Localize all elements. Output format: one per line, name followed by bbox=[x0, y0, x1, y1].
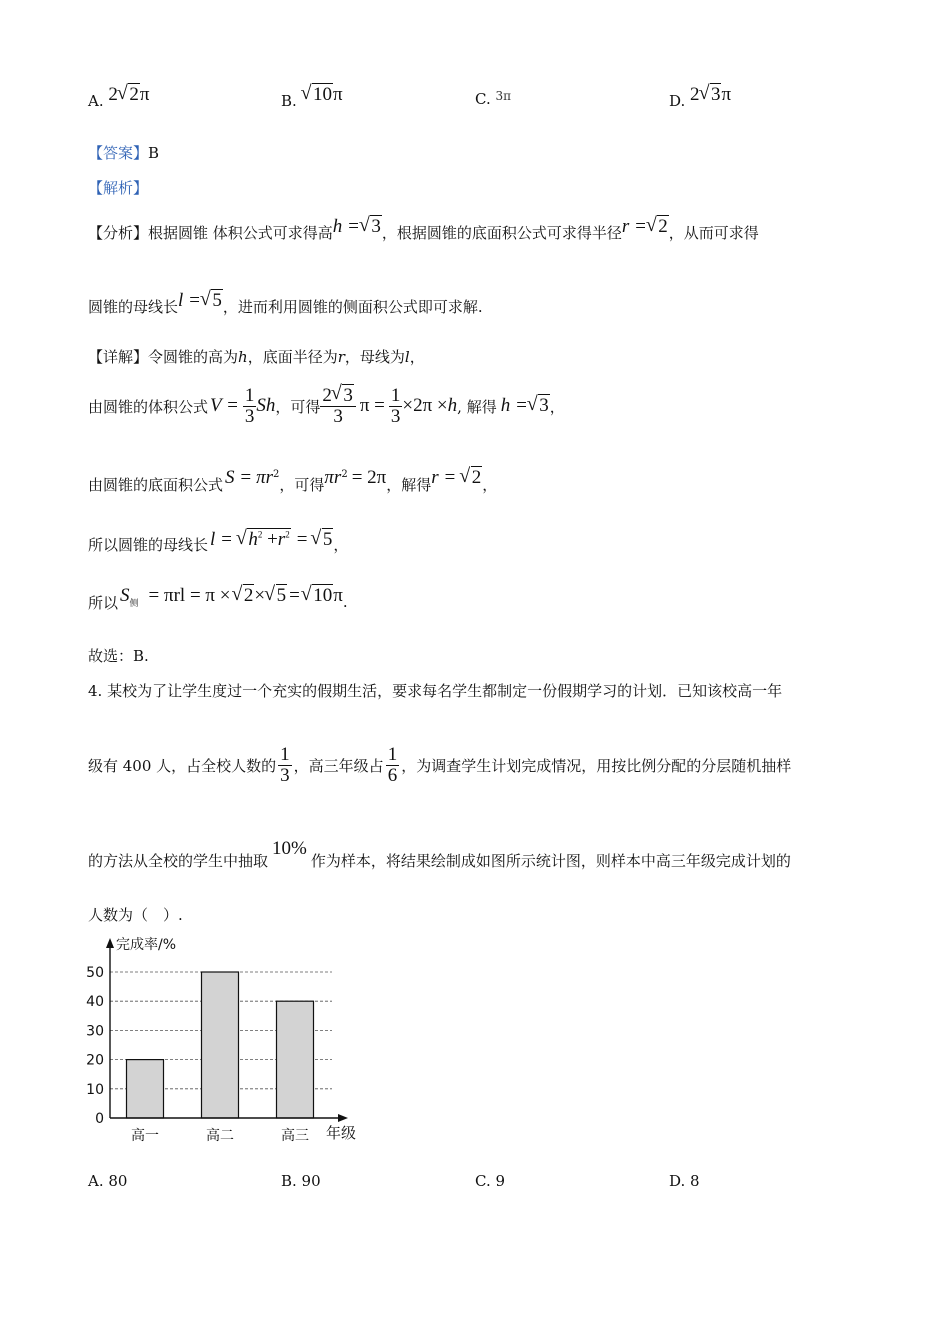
lateral-rad3 bbox=[302, 585, 333, 607]
y-tick-label-20: 20 bbox=[86, 1052, 104, 1069]
answer-tag: 【答案】 bbox=[88, 144, 149, 162]
xiangjie-text-1: 令圆锥的高为 bbox=[148, 348, 239, 366]
q4-text-3b: 作为样本，将结果绘制成如图所示统计图，则样本中高三年级完成计划的 bbox=[310, 852, 791, 870]
option-c[interactable] bbox=[475, 90, 511, 108]
volume-text-4: ， bbox=[549, 397, 565, 416]
fenxi-h-rad: 3 bbox=[371, 216, 381, 237]
option-a-label: A. bbox=[88, 92, 104, 110]
slant-r: r bbox=[277, 529, 286, 550]
q4-f2-num: 1 bbox=[387, 743, 398, 765]
fenxi-tag: 【分析】 bbox=[88, 224, 149, 242]
fenxi-l-eq: l = bbox=[178, 290, 201, 311]
y-tick-label-30: 30 bbox=[86, 1023, 104, 1040]
slant-plus: + bbox=[267, 529, 278, 550]
option-b[interactable] bbox=[281, 84, 343, 112]
x-tick-label-0: 高一 bbox=[131, 1128, 159, 1144]
bar-高三 bbox=[277, 1001, 314, 1118]
q4-option-c[interactable]: C. 9 bbox=[475, 1172, 506, 1190]
volume-frac-2sqrt3-3 bbox=[320, 386, 355, 427]
slant-l-eq: l = bbox=[210, 529, 233, 550]
q4-f1-num: 1 bbox=[280, 743, 290, 765]
slant-line bbox=[88, 526, 348, 562]
q4-line-1: 4. 某校为了让学生度过一个充实的假期生活，要求每名学生都制定一份假期学习的计划．已知该校高一年 bbox=[88, 682, 783, 700]
fenxi-text-2: ，根据圆锥的底面积公式可求得半径 bbox=[381, 224, 622, 242]
fenxi-line-2 bbox=[88, 290, 483, 318]
area-s-eq: S = bbox=[225, 467, 253, 488]
frac-den-2: 3 bbox=[333, 405, 343, 427]
option-a[interactable] bbox=[88, 84, 150, 112]
q4-option-a[interactable]: A. 80 bbox=[88, 1172, 128, 1190]
area-sq: 2 bbox=[273, 468, 280, 480]
frac-den: 3 bbox=[244, 405, 255, 427]
slant-sq2: 2 bbox=[285, 529, 290, 540]
q4-line-3 bbox=[88, 838, 791, 872]
q4-text-2a: 级有 400 人，占全校人数的 bbox=[88, 756, 277, 775]
lateral-rad1-val: 2 bbox=[243, 585, 254, 606]
volume-text-1: 由圆锥的体积公式 bbox=[88, 397, 209, 416]
q4-text-2c: ，为调查学生计划完成情况，用按比例分配的分层随机抽样 bbox=[401, 756, 792, 775]
answer-value: B bbox=[148, 144, 160, 162]
xiangjie-text-3: ，母线为 bbox=[344, 348, 405, 366]
lateral-eq2: = bbox=[289, 585, 300, 606]
q4-f1-den: 3 bbox=[280, 764, 290, 786]
volume-times: ×2π × bbox=[402, 395, 448, 416]
xiangjie-text-4: ， bbox=[409, 348, 425, 366]
lateral-text-1: 所以 bbox=[88, 593, 119, 612]
area-pi-r: πr bbox=[256, 467, 274, 488]
fenxi-text-4: 圆锥的母线长 bbox=[88, 298, 179, 316]
option-b-pi: π bbox=[333, 84, 343, 105]
q4-frac-1-6 bbox=[386, 745, 400, 786]
option-a-rad: 2 bbox=[129, 84, 139, 105]
fenxi-r-value bbox=[647, 216, 669, 237]
lateral-rad1 bbox=[232, 585, 254, 607]
slant-eq: = bbox=[296, 529, 308, 550]
lateral-s: S bbox=[120, 585, 130, 606]
option-b-label: B. bbox=[281, 92, 297, 110]
analysis-tag: 【解析】 bbox=[88, 179, 149, 197]
slant-value bbox=[311, 529, 333, 551]
q4-text-3a: 的方法从全校的学生中抽取 bbox=[88, 852, 269, 870]
bar-chart bbox=[80, 930, 380, 1150]
y-tick-label-10: 10 bbox=[86, 1081, 104, 1098]
area-r-rad: 2 bbox=[471, 467, 482, 488]
fenxi-text-1: 根据圆锥 体积公式可求得高 bbox=[148, 224, 333, 242]
option-d-coef: 2 bbox=[690, 84, 700, 105]
x-tick-label-2: 高三 bbox=[281, 1128, 309, 1144]
option-b-expr bbox=[302, 84, 343, 105]
y-tick-label-40: 40 bbox=[86, 994, 104, 1011]
lateral-sub: 侧 bbox=[129, 598, 139, 609]
lateral-pi: π bbox=[333, 585, 343, 606]
volume-h: h bbox=[447, 395, 458, 416]
q4-option-b[interactable]: B. 90 bbox=[281, 1172, 321, 1190]
slant-rad: 5 bbox=[322, 529, 333, 550]
volume-text-2: ，可得 bbox=[275, 397, 321, 416]
lateral-rad2 bbox=[265, 585, 287, 607]
slant-text-2: ， bbox=[333, 535, 349, 554]
y-axis-title: 完成率/% bbox=[116, 937, 177, 953]
fenxi-l-value bbox=[201, 290, 223, 311]
slant-sq1: 2 bbox=[257, 529, 263, 540]
volume-h-rad: 3 bbox=[539, 395, 549, 416]
option-c-label: C. bbox=[475, 90, 491, 108]
fenxi-text-5: ，进而利用圆锥的侧面积公式即可求解. bbox=[222, 298, 483, 316]
volume-sh: Sh bbox=[256, 395, 276, 416]
y-axis-arrow bbox=[106, 938, 114, 948]
area-r-eq: r = bbox=[431, 467, 457, 488]
volume-frac-1-3 bbox=[243, 386, 257, 427]
volume-text-3: , 解得 bbox=[457, 397, 497, 416]
option-a-pi: π bbox=[139, 84, 150, 105]
y-tick-label-50: 50 bbox=[86, 965, 104, 981]
area-line bbox=[88, 468, 497, 500]
area-text-4: ， bbox=[482, 475, 498, 494]
lateral-text-2: . bbox=[342, 593, 348, 611]
q4-f2-den: 6 bbox=[387, 764, 398, 786]
fenxi-h-eq: h = bbox=[332, 216, 360, 237]
option-d[interactable] bbox=[669, 84, 732, 112]
xiangjie-l: l bbox=[404, 348, 410, 366]
q4-percent: 10% bbox=[272, 838, 307, 859]
q4-frac-1-3 bbox=[278, 745, 292, 786]
fenxi-r-rad: 2 bbox=[658, 216, 668, 237]
frac-den-3: 3 bbox=[390, 405, 401, 427]
answer-line bbox=[88, 142, 159, 163]
y-tick-label-0: 0 bbox=[95, 1111, 104, 1127]
frac-num-3: 1 bbox=[390, 384, 401, 406]
xiangjie-h: h bbox=[238, 348, 248, 366]
option-d-rad: 3 bbox=[710, 84, 721, 105]
area-eq: = 2π bbox=[351, 467, 387, 488]
option-a-coef: 2 bbox=[108, 84, 118, 105]
frac-coef: 2 bbox=[322, 384, 332, 406]
xiangjie-line bbox=[88, 346, 425, 367]
option-d-pi: π bbox=[721, 84, 732, 105]
lateral-times: × bbox=[254, 585, 266, 606]
bar-高二 bbox=[202, 972, 239, 1118]
volume-line bbox=[88, 382, 565, 430]
lateral-rad3-val: 10 bbox=[313, 585, 333, 606]
option-d-expr bbox=[690, 84, 731, 105]
xiangjie-tag: 【详解】 bbox=[88, 348, 149, 366]
conclusion: 故选：B. bbox=[88, 647, 149, 665]
lateral-line bbox=[88, 584, 348, 620]
area-pi-r2: πr bbox=[324, 467, 342, 488]
option-b-rad: 10 bbox=[313, 84, 333, 105]
option-c-expr: 3π bbox=[495, 89, 512, 103]
option-d-label: D. bbox=[669, 92, 686, 110]
area-sq2: 2 bbox=[341, 468, 348, 480]
area-text-2: ，可得 bbox=[279, 475, 325, 494]
q4-line-2 bbox=[88, 740, 791, 790]
chart-bars bbox=[127, 972, 314, 1118]
option-a-expr bbox=[108, 84, 149, 105]
volume-v-eq: V = bbox=[210, 395, 239, 416]
q4-line-4: 人数为（ ）. bbox=[88, 906, 183, 924]
x-tick-label-1: 高二 bbox=[206, 1128, 234, 1144]
fenxi-text-3: ，从而可求得 bbox=[668, 224, 759, 242]
slant-sqrt-expr bbox=[237, 529, 291, 551]
xiangjie-text-2: ，底面半径为 bbox=[247, 348, 338, 366]
x-axis-title: 年级 bbox=[326, 1124, 357, 1142]
volume-frac-1-3b bbox=[389, 386, 403, 427]
xiangjie-r: r bbox=[337, 348, 345, 366]
q4-text-2b: ，高三年级占 bbox=[293, 756, 384, 775]
area-r-value bbox=[460, 467, 482, 489]
volume-h-eq: h = bbox=[500, 395, 528, 416]
frac-rad: 3 bbox=[343, 384, 353, 406]
fenxi-r-eq: r = bbox=[621, 216, 647, 237]
volume-pi-eq: π = bbox=[359, 395, 385, 416]
lateral-eq: = πrl = π × bbox=[148, 585, 231, 606]
x-axis-arrow bbox=[338, 1114, 348, 1122]
frac-num: 1 bbox=[244, 384, 255, 406]
bar-高一 bbox=[127, 1060, 164, 1118]
area-text-1: 由圆锥的底面积公式 bbox=[88, 475, 224, 494]
q4-option-d[interactable]: D. 8 bbox=[669, 1172, 700, 1190]
lateral-rad2-val: 5 bbox=[276, 585, 287, 606]
slant-h: h bbox=[248, 529, 258, 550]
volume-h-value bbox=[528, 395, 550, 417]
fenxi-l-rad: 5 bbox=[212, 290, 222, 311]
fenxi-h-value bbox=[360, 216, 382, 237]
fenxi-line-1 bbox=[88, 216, 759, 244]
slant-text-1: 所以圆锥的母线长 bbox=[88, 535, 209, 554]
area-text-3: ，解得 bbox=[386, 475, 432, 494]
